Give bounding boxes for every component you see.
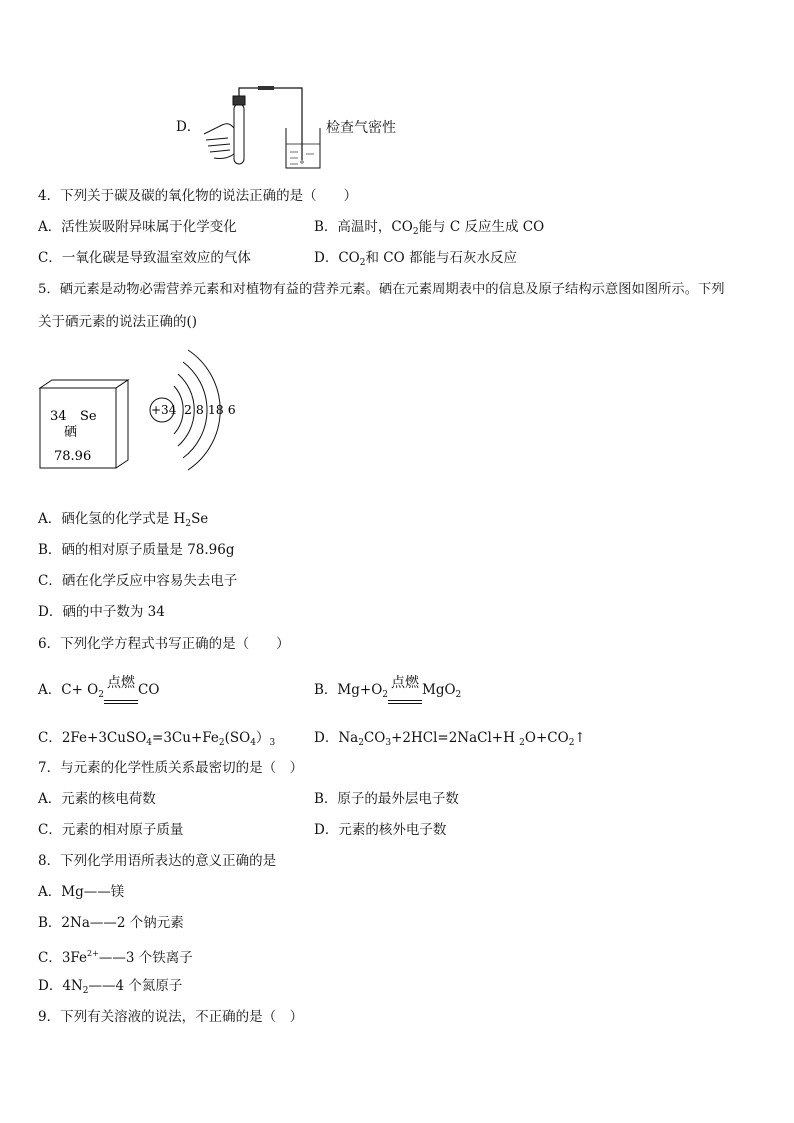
q4-option-b: B．高温时，$CO_2$能与 C 反应生成 CO [314,219,545,237]
q6-option-c: C．$2Fe+3CuSO_4=3Cu+Fe_2(SO_4)_3$ [38,730,276,748]
test-tube [234,104,244,164]
delivery-tube [239,88,302,160]
element-symbol: Se [80,409,97,424]
q8-option-d: D．$4N_2——4$ 个氮原子 [38,978,183,996]
q8-option-b: B．2Na——2 个钠元素 [38,915,184,931]
q3-option-d-caption: 检查气密性 [326,120,396,136]
q6-option-d: D．$Na_2CO_3+2HCl=2NaCl+H$ $_2O+CO_2↑$ [314,730,586,748]
q5-option-a: A．硒化氢的化学式是 $H_2Se$ [38,511,209,529]
q4-option-a: A．活性炭吸附异味属于化学变化 [38,219,237,235]
atomic-number: 34 [50,409,67,424]
q5-option-d: D．硒的中子数为 34 [38,604,165,620]
q3-option-d-label: D． [176,119,201,135]
q7-option-b: B．原子的最外层电子数 [314,791,459,807]
selenium-info-figure [38,346,238,474]
q4-option-d: D．$CO_2$和 CO 都能与石灰水反应 [314,250,517,268]
q8-option-a: A．Mg——镁 [38,884,125,900]
electron-shells: 2 8 18 6 [184,402,236,417]
q9-stem: 9．下列有关溶液的说法，不正确的是（ ） [38,1009,304,1025]
rubber-tube [258,86,274,90]
q5-option-c: C．硒在化学反应中容易失去电子 [38,573,238,589]
q5-stem-line1: 5．硒元素是动物必需营养元素和对植物有益的营养元素。硒在元素周期表中的信息及原子结构示意图如图所示。下列 [38,282,725,297]
q7-option-a: A．元素的核电荷数 [38,791,156,807]
q8-stem: 8．下列化学用语所表达的意义正确的是 [38,853,277,869]
ignite-condition: 点燃 [388,692,422,704]
periodic-tile [40,380,128,468]
q6-option-a: A．$C+ O_2$ 点燃 CO [38,681,159,704]
q5-stem-line2: 关于硒元素的说法正确的() [38,314,198,330]
rubber-stopper [233,96,245,105]
element-name: 硒 [64,425,78,440]
q7-option-d: D．元素的核外电子数 [314,822,447,838]
ignite-condition: 点燃 [104,692,138,704]
q6-stem: 6．下列化学方程式书写正确的是（ ） [38,636,290,652]
q6-option-b: B．$Mg+O_2$ 点燃 MgO$_2$ [314,681,461,704]
q4-stem: 4．下列关于碳及碳的氧化物的说法正确的是（ ） [38,188,358,204]
atom-structure-diagram [150,350,236,470]
atomic-mass: 78.96 [54,449,92,464]
nucleus-charge: +34 [151,403,177,417]
q4-option-c: C．一氧化碳是导致温室效应的气体 [38,250,251,266]
airtightness-apparatus-figure [198,82,328,174]
hand-shape [204,124,238,159]
q5-option-b: B．硒的相对原子质量是 78.96g [38,542,235,558]
q7-option-c: C．元素的相对原子质量 [38,822,184,838]
q7-stem: 7．与元素的化学性质关系最密切的是（ ） [38,760,304,776]
q8-option-c: C．$3Fe^{2+}——3$ 个铁离子 [38,949,193,966]
